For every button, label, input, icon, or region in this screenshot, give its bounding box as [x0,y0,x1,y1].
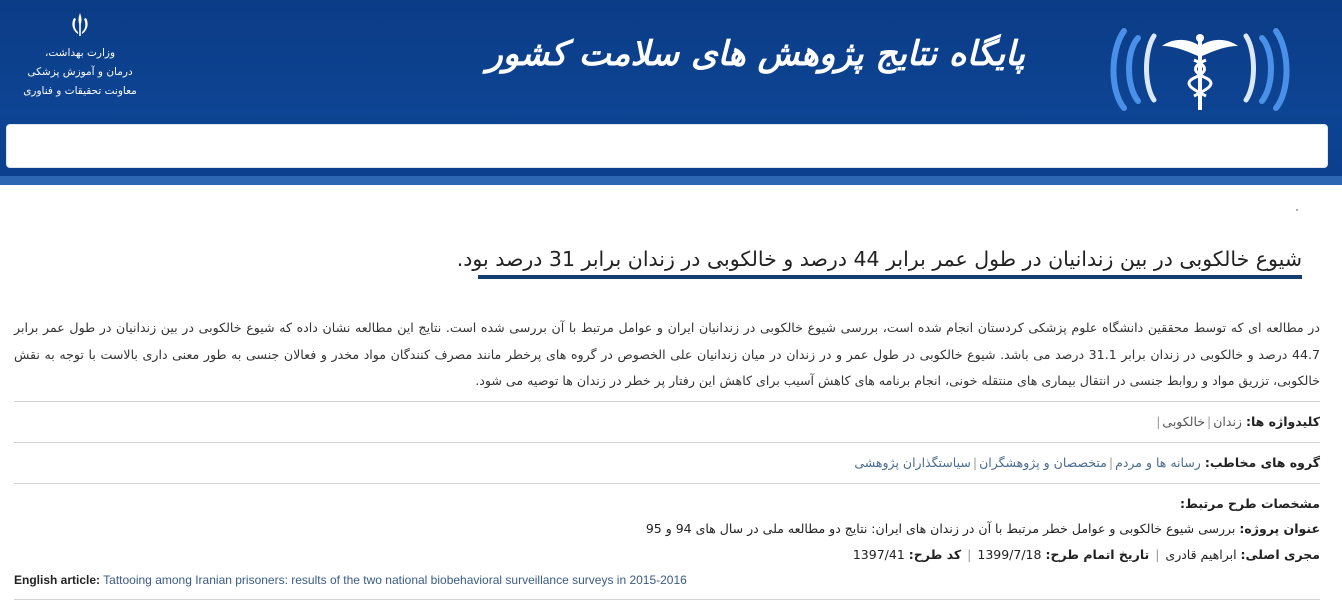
site-title: پایگاه نتایج پژوهش های سلامت کشور [486,34,1025,74]
audience-link[interactable]: رسانه ها و مردم [1115,455,1201,470]
ministry-line-1: وزارت بهداشت، [44,47,116,59]
divider [14,483,1320,484]
english-article-row [14,573,687,587]
nav-bar [6,124,1328,168]
audience-row: گروه های مخاطب: رسانه ها و مردم|متخصصان و پژوهشگران|سیاستگذاران پژوهشی [854,455,1320,470]
site-header [0,0,1342,185]
ministry-block [0,10,160,101]
divider [14,401,1320,402]
project-title-label: عنوان پروژه: [1239,521,1320,536]
article-title: شیوع خالکوبی در بین زندانیان در طول عمر برابر 44 درصد و خالکوبی در زندان برابر 31 درصد بود. [456,247,1302,271]
project-title-value: بررسی شیوع خالکوبی و عوامل خطر مرتبط با آن در زندان های ایران: نتایج دو مطالعه ملی در سال های 94 و 95 [645,521,1236,536]
audience-link[interactable]: سیاستگذاران پژوهشی [854,455,971,470]
project-heading: مشخصات طرح مرتبط: [1180,496,1320,511]
audience-link[interactable]: متخصصان و پژوهشگران [979,455,1107,470]
header-bottom-strip [0,176,1342,185]
keyword-tag[interactable]: خالکوبی [1162,414,1206,429]
decorative-dot [1296,209,1298,211]
project-heading-row [14,496,1320,511]
caduceus-logo-icon [1110,26,1290,116]
article-abstract: در مطالعه ای که توسط محققین دانشگاه علوم پزشکی کردستان انجام شده است، بررسی شیوع خالکوبی در زندانیان ایران و عوامل مرتبط با آن بررسی شده است. نتایج این مطالعه نشان داده که شیوع خالکوبی در بین زندانیان در طول عمر برابر 44.7 درصد و خالکوبی در زندان برابر 31.1 درصد می باشد. شیوع خالکوبی در طول عمر و در زندان در میان زندانیان علی الخصوص در گروه های پرخطر مانند مصرف کنندگان مواد مخدر و فعالان جنسی به طور معنی داری بالاست با توجه به نقش خالکوبی، تزریق مواد و روابط جنسی در انتقال بیماری های منتقله خونی، انجام برنامه های کاهش آسیب برای کاهش این رفتار پر خطر در زندان ها توصیه می شود. [14,320,1321,388]
ministry-line-2: درمان و آموزش پزشکی [27,66,133,78]
executor-label: مجری اصلی: [1240,547,1320,562]
keywords-row: کلیدواژه ها: زندان|خالکوبی| [1156,414,1320,429]
article-title-block [456,247,1302,279]
ministry-line-3: معاونت تحقیقات و فناوری [23,85,137,97]
project-meta-row: مجری اصلی: ابراهیم قادری | تاریخ اتمام طرح: 1399/7/18 | کد طرح: 1397/41 [852,547,1320,562]
english-article-label: English article: [14,573,101,587]
iran-emblem-icon [65,10,95,40]
divider [14,442,1320,443]
audience-label: گروه های مخاطب: [1204,455,1320,470]
project-title-row [14,521,1320,536]
end-date-value: 1399/7/18 [977,547,1042,562]
divider [14,599,1320,600]
project-code-value: 1397/41 [852,547,905,562]
project-code-label: کد طرح: [908,547,962,562]
english-article-link[interactable]: Tattooing among Iranian prisoners: results of the two national biobehavioral surveillance surveys in 2015-2016 [103,573,687,587]
keyword-tag[interactable]: زندان [1213,414,1242,429]
keywords-label: کلیدواژه ها: [1245,414,1320,429]
end-date-label: تاریخ اتمام طرح: [1045,547,1150,562]
executor-value: ابراهیم قادری [1165,547,1237,562]
